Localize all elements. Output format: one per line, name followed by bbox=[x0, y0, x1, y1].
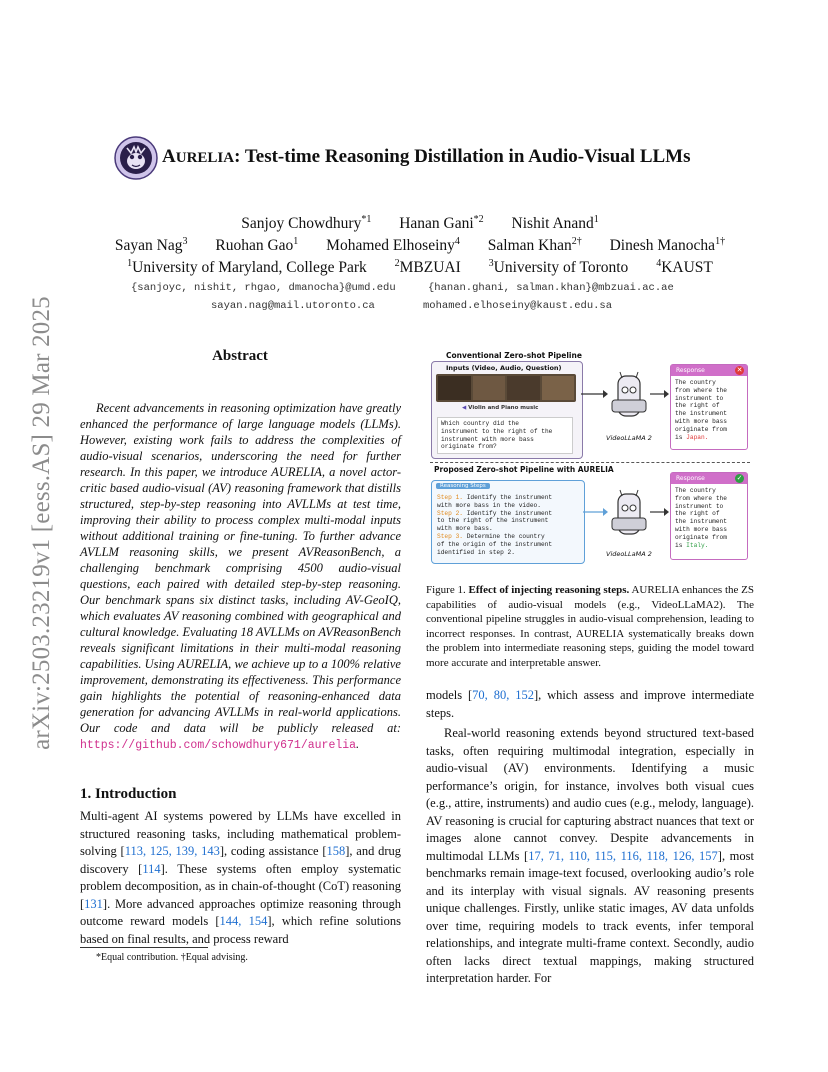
response-card-correct bbox=[670, 472, 748, 560]
citation[interactable]: 144, 154 bbox=[219, 914, 268, 928]
response-label: Response bbox=[671, 473, 747, 484]
paper-title: AURELIA: Test-time Reasoning Distillation in Audio-Visual LLMs bbox=[162, 146, 691, 167]
abstract-heading: Abstract bbox=[212, 348, 268, 364]
arxiv-stamp: arXiv:2503.23219v1 [eess.AS] 29 Mar 2025 bbox=[28, 296, 55, 750]
audio-label: ◀ Violin and Piano music bbox=[462, 405, 539, 411]
figure-top-title: Conventional Zero-shot Pipeline bbox=[446, 351, 582, 360]
author: Dinesh Manocha$^{1\dagger}$ bbox=[609, 236, 726, 255]
email-kaust: mohamed.elhoseiny@kaust.edu.sa bbox=[423, 300, 613, 312]
author: Nishit Anand$^1$ bbox=[511, 214, 599, 233]
author: Hanan Gani$^{*2}$ bbox=[399, 214, 484, 233]
model-label: VideoLLaMA 2 bbox=[606, 550, 652, 558]
email-utoronto: sayan.nag@mail.utoronto.ca bbox=[211, 300, 375, 312]
author: Salman Khan$^{2\dagger}$ bbox=[487, 236, 582, 255]
input-box bbox=[431, 361, 583, 459]
author: Sayan Nag$^3$ bbox=[114, 236, 188, 255]
response-text: The country from where the instrument to the right of the instrument with more bass originate from is Japan. bbox=[675, 379, 727, 441]
aurelia-logo bbox=[114, 136, 158, 180]
author: Ruohan Gao$^1$ bbox=[215, 236, 299, 255]
reasoning-steps: Step 1. Identify the instrument with more bass in the video. Step 2. Identify the instrument to the right of the instrument with more bass. Step 3. Determine the country of the origin of the instrument identified in step 2. bbox=[437, 494, 553, 556]
citation[interactable]: 114 bbox=[142, 861, 161, 876]
arrow-icon bbox=[650, 388, 670, 400]
code-link[interactable]: https://github.com/schowdhury671/aurelia bbox=[80, 739, 357, 752]
citation[interactable]: 131 bbox=[84, 896, 103, 911]
author: Mohamed Elhoseiny$^4$ bbox=[326, 236, 460, 255]
footnote: *Equal contribution. †Equal advising. bbox=[96, 952, 248, 963]
figure-1 bbox=[426, 348, 754, 573]
citation[interactable]: 70, 80, 152 bbox=[472, 688, 534, 702]
affiliation: $^2$MBZUAI bbox=[394, 258, 461, 277]
affiliation: $^3$University of Toronto bbox=[488, 258, 629, 277]
figure-caption: Figure 1. Effect of injecting reasoning steps. AURELIA enhances the ZS capabilities of audio-visual models (e.g., VideoLLaMA2). The conventional pipeline struggles in audio-visual comprehension, leading to incorrect responses. In contrast, AURELIA systematically breaks down the problem into intermediate reasoning steps, guiding the model toward more accurate and interpretable answer. bbox=[426, 584, 754, 669]
speaker-icon: ◀ bbox=[462, 405, 467, 411]
arrow-icon bbox=[583, 506, 609, 518]
llama-model-icon bbox=[608, 370, 650, 426]
model-label: VideoLLaMA 2 bbox=[606, 434, 652, 442]
arrow-icon bbox=[581, 388, 609, 400]
author: Sanjoy Chowdhury$^{*1}$ bbox=[241, 214, 372, 233]
video-frames bbox=[436, 374, 576, 402]
affiliation: $^4$KAUST bbox=[656, 258, 713, 277]
footnote-rule bbox=[80, 947, 208, 948]
citation[interactable]: 17, 71, 110, 115, 116, 118, 126, 157 bbox=[528, 848, 718, 863]
citation[interactable]: 113, 125, 139, 143 bbox=[124, 844, 220, 858]
figure-bottom-title: Proposed Zero-shot Pipeline with AURELIA bbox=[434, 465, 614, 474]
reasoning-label: Reasoning Steps bbox=[436, 483, 490, 489]
llama-model-icon bbox=[608, 488, 650, 544]
intro-body: Multi-agent AI systems powered by LLMs have excelled in structured reasoning tasks, including mathematical problem-solving [113, 125, 139, 143], coding assistance [158], and drug discovery [114]. These systems often employ systematic problem decomposition, as in chain-of-thought (CoT) reasoning [131]. More advanced approaches optimize reasoning through outcome reward models [144, 154], which refine solutions based on final results, and process reward bbox=[80, 809, 402, 946]
question-text: Which country did the instrument to the right of the instrument with more bass originate from? bbox=[437, 417, 573, 454]
email-umd: {sanjoyc, nishit, rhgao, dmanocha}@umd.edu bbox=[131, 282, 396, 294]
email-mbzuai: {hanan.ghani, salman.khan}@mbzuai.ac.ae bbox=[428, 282, 674, 294]
arrow-icon bbox=[650, 506, 670, 518]
author-line-1 bbox=[90, 214, 750, 233]
check-icon: ✓ bbox=[736, 474, 743, 482]
wrong-icon: ✕ bbox=[736, 366, 743, 374]
inputs-label: Inputs (Video, Audio, Question) bbox=[446, 364, 562, 372]
figure-divider bbox=[430, 462, 750, 463]
author-line-2 bbox=[90, 236, 750, 255]
right-column-body: models [70, 80, 152], which assess and improve intermediate steps. Real-world reasoning extends beyond structured text-based tasks, often requiring multimodal integration, especially in audio-visual (AV) environments. Identifying a music performance’s origin, for instance, involves both visual cues (e.g., attire, instruments) and audio cues (e.g., melody, language). AV reasoning is crucial for capturing abstract nuances that text or images alone cannot convey. Despite advancements in multimodal LLMs [17, 71, 110, 115, 116, 118, 126, 157], most benchmarks remain image-text focused, overlooking audio’s role and its interplay with visual signals. AV reasoning presents unique challenges. Firstly, unlike static images, AV data unfolds over time, requiring models to track events, infer temporal relationships, and integrate multi-frame context. Secondly, audio often lacks direct textual mappings, making structured interpretation harder. For bbox=[426, 688, 754, 985]
affiliation-line bbox=[90, 258, 750, 277]
abstract-body: Recent advancements in reasoning optimization have greatly enhanced the performance of large language models (LLMs). However, existing work fails to address the complexities of audio-visual scenarios, underscoring the need for further research. In this paper, we introduce AURELIA, a novel actor-critic based audio-visual (AV) reasoning framework that distills structured, step-by-step reasoning into AVLLMs at test time, improving their ability to process complex multi-modal inputs without additional training or fine-tuning. To further advance AVLLM reasoning skills, we present AVReasonBench, a challenging benchmark comprising 4500 audio-visual questions, each paired with detailed step-by-step reasoning. Our benchmark spans six distinct tasks, including AV-GeoIQ, which evaluates AV reasoning combined with geographical and cultural knowledge. Evaluating 18 AVLLMs on AVReasonBench reveals significant limitations in their multi-modal reasoning capabilities. Using AURELIA, we achieve up to a 100% relative improvement, demonstrating its effectiveness. This performance gain highlights the potential of reasoning-enhanced data generation for advancing AVLLMs in real-world applications. Our code and data will be publicly released at: https://github.com/schowdhury671/aurelia. bbox=[80, 401, 401, 752]
response-label: Response bbox=[671, 365, 747, 376]
response-card-wrong bbox=[670, 364, 748, 450]
section-heading-introduction: 1. Introduction bbox=[80, 786, 177, 802]
reasoning-box bbox=[431, 480, 585, 564]
response-text: The country from where the instrument to the right of the instrument with more bass originate from is Italy. bbox=[675, 487, 727, 549]
citation[interactable]: 158 bbox=[326, 844, 346, 858]
affiliation: $^1$University of Maryland, College Park bbox=[127, 258, 367, 277]
